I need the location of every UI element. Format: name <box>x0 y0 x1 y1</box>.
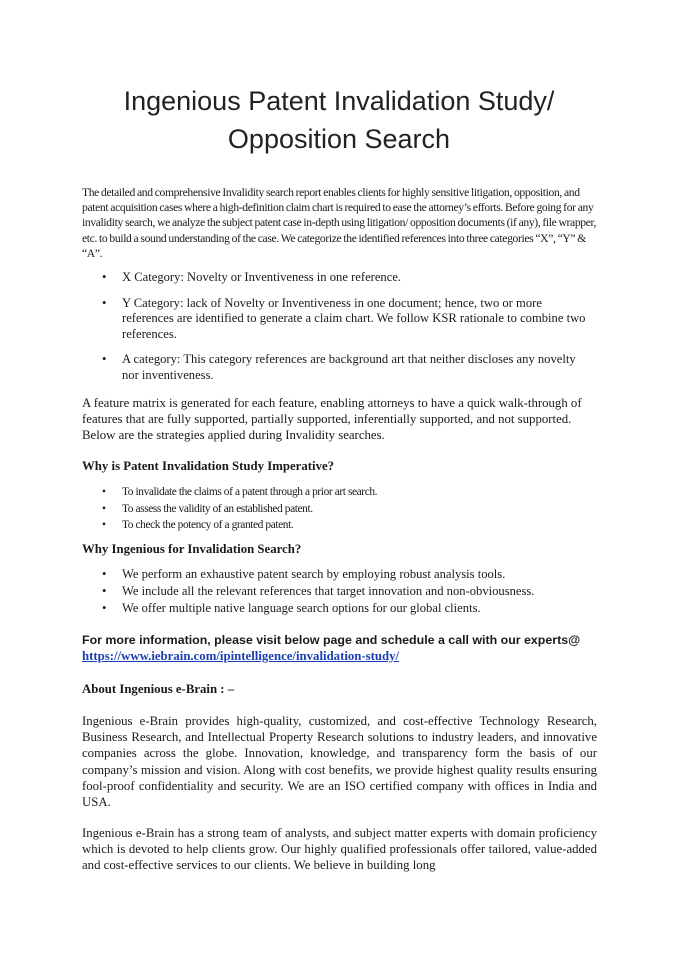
list-item: • To check the potency of a granted patent. <box>82 517 602 534</box>
why-ingenious-list <box>82 566 602 617</box>
page-title <box>60 82 618 158</box>
category-item-y: • Y Category: lack of Novelty or Inventiveness in one document; hence, two or more references are identified to generate a claim chart. We follow KSR rationale to combine two references. <box>82 296 592 343</box>
list-item: • To assess the validity of an established patent. <box>82 501 602 518</box>
feature-matrix-paragraph: A feature matrix is generated for each feature, enabling attorneys to have a quick walk-through of features that are fully supported, partially supported, inferentially supported, and not supported. Below are the strategies applied during Invalidity searches. <box>82 396 582 442</box>
category-list <box>82 270 592 393</box>
more-info-text: For more information, please visit below page and schedule a call with our experts@ <box>82 633 581 647</box>
list-item: • We offer multiple native language search options for our global clients. <box>82 600 602 617</box>
intro-paragraph: The detailed and comprehensive Invalidity search report enables clients for highly sensitive litigation, opposition, and patent acquisition cases where a high-definition claim chart is required to ease the attorney’s efforts. Before going for any invalidity search, we analyze the subject patent case in-depth using litigation/ opposition documents (if any), file wrapper, etc. to build a sound understanding of the case. We categorize the identified references into three categories “X”, “Y” & “A”. <box>82 186 597 260</box>
category-item-x: • X Category: Novelty or Inventiveness in one reference. <box>82 270 592 286</box>
list-item: • To invalidate the claims of a patent through a prior art search. <box>82 484 602 501</box>
why-ingenious-heading: Why Ingenious for Invalidation Search? <box>82 542 302 556</box>
title-line-2: Opposition Search <box>227 124 451 154</box>
list-item: • We include all the relevant references that target innovation and non-obviousness. <box>82 583 602 600</box>
about-paragraph-1: Ingenious e-Brain provides high-quality, customized, and cost-effective Technology Research, Business Research, and Intellectual Property Research solutions to industry leaders, and innovative companies across the globe. Innovation, knowledge, and transparency form the basis of our company’s mission and vision. Along with cost benefits, we provide highest quality results ensuring fool-proof confidentiality and security. We are an ISO certified company with offices in India and USA. <box>82 714 597 810</box>
about-heading: About Ingenious e-Brain : – <box>82 682 235 696</box>
why-imperative-list <box>82 484 602 534</box>
list-item: • We perform an exhaustive patent search by employing robust analysis tools. <box>82 566 602 583</box>
about-paragraph-2: Ingenious e-Brain has a strong team of analysts, and subject matter experts with domain proficiency which is devoted to help clients grow. Our highly qualified professionals offer tailored, value-added and cost-effective services to our clients. We believe in building long <box>82 826 597 873</box>
category-item-a: • A category: This category references are background art that neither discloses any novelty nor inventiveness. <box>82 352 592 383</box>
title-line-1: Ingenious Patent Invalidation Study/ <box>123 86 555 116</box>
invalidation-study-link[interactable]: https://www.iebrain.com/ipintelligence/invalidation-study/ <box>82 649 400 663</box>
why-imperative-heading: Why is Patent Invalidation Study Imperative? <box>82 459 335 473</box>
more-info-paragraph <box>82 632 602 664</box>
